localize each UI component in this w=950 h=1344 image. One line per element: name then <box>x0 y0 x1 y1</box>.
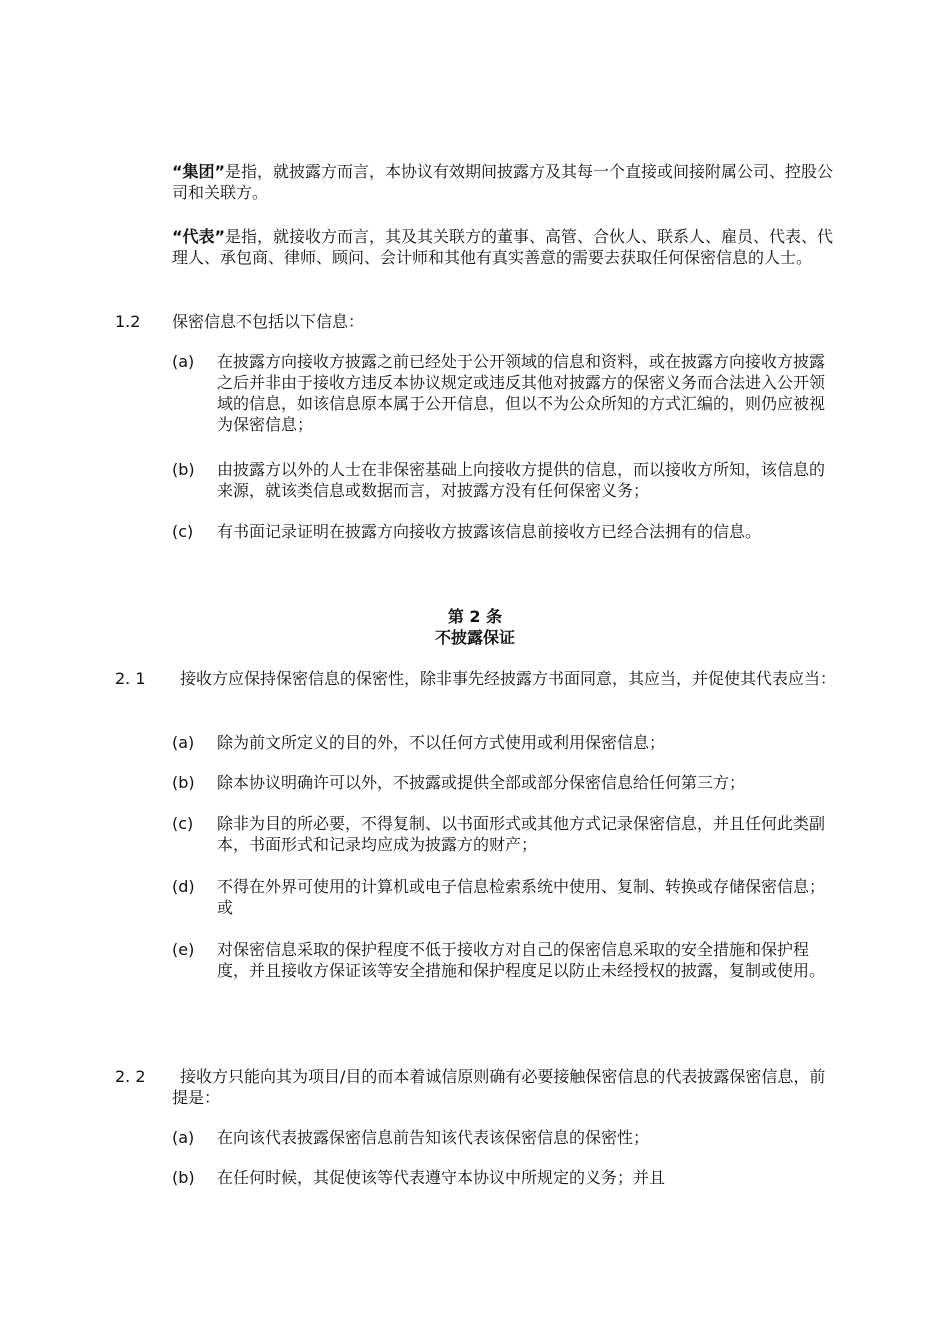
definition-group <box>172 161 840 203</box>
item-label: (b) <box>172 460 195 479</box>
definition-text: 是指，就接收方而言，其及其关联方的董事、高管、合伙人、联系人、雇员、代表、代理人、承包商、律师、顾问、会计师和其他有真实善意的需要去获取任何保密信息的人士。 <box>172 227 834 267</box>
item-text: 由披露方以外的人士在非保密基础上向接收方提供的信息，而以接收方所知，该信息的来源，就该类信息或数据而言，对披露方没有任何保密义务； <box>217 460 826 500</box>
item-text: 在披露方向接收方披露之前已经处于公开领域的信息和资料，或在披露方向接收方披露之后并非由于接收方违反本协议规定或违反其他对披露方的保密义务而合法进入公开领域的信息，如该信息原本属于公开信息，但以不为公众所知的方式汇编的，则仍应被视为保密信息； <box>217 352 826 434</box>
definition-term: “集团” <box>172 162 226 181</box>
article-number: 第 2 条 <box>447 607 503 626</box>
clause-text: 保密信息不包括以下信息： <box>172 312 365 331</box>
clause-number: 1.2 <box>115 312 141 331</box>
item-text: 不得在外界可使用的计算机或电子信息检索系统中使用、复制、转换或存储保密信息；或 <box>217 877 826 917</box>
item-label: (c) <box>172 814 194 833</box>
item-text: 除为前文所定义的目的外，不以任何方式使用或利用保密信息； <box>217 733 666 752</box>
clause-text: 接收方只能向其为项目/目的而本着诚信原则确有必要接触保密信息的代表披露保密信息，前提是： <box>172 1067 826 1107</box>
clause-number: 2. 2 <box>115 1067 146 1086</box>
item-label: (d) <box>172 877 195 896</box>
item-label: (e) <box>172 940 195 959</box>
item-label: (a) <box>172 352 195 371</box>
item-label: (c) <box>172 522 194 541</box>
item-text: 除本协议明确许可以外，不披露或提供全部或部分保密信息给任何第三方； <box>217 773 746 792</box>
item-text: 有书面记录证明在披露方向接收方披露该信息前接收方已经合法拥有的信息。 <box>217 522 762 541</box>
item-label: (a) <box>172 1128 195 1147</box>
definition-term: “代表” <box>172 227 226 246</box>
clause-number: 2. 1 <box>115 669 146 688</box>
definition-text: 是指，就披露方而言，本协议有效期间披露方及其每一个直接或间接附属公司、控股公司和关联方。 <box>172 162 834 202</box>
item-label: (b) <box>172 773 195 792</box>
item-text: 对保密信息采取的保护程度不低于接收方对自己的保密信息采取的安全措施和保护程度，并且接收方保证该等安全措施和保护程度足以防止未经授权的披露，复制或使用。 <box>217 940 826 980</box>
item-text: 在任何时候，其促使该等代表遵守本协议中所规定的义务；并且 <box>217 1168 666 1187</box>
article-title: 不披露保证 <box>434 628 515 647</box>
item-label: (a) <box>172 733 195 752</box>
definition-representative <box>172 226 840 268</box>
item-text: 在向该代表披露保密信息前告知该代表该保密信息的保密性； <box>217 1128 650 1147</box>
item-label: (b) <box>172 1168 195 1187</box>
item-text: 除非为目的所必要，不得复制、以书面形式或其他方式记录保密信息，并且任何此类副本，书面形式和记录均应成为披露方的财产； <box>217 814 826 854</box>
clause-text: 接收方应保持保密信息的保密性，除非事先经披露方书面同意，其应当，并促使其代表应当： <box>180 669 837 688</box>
